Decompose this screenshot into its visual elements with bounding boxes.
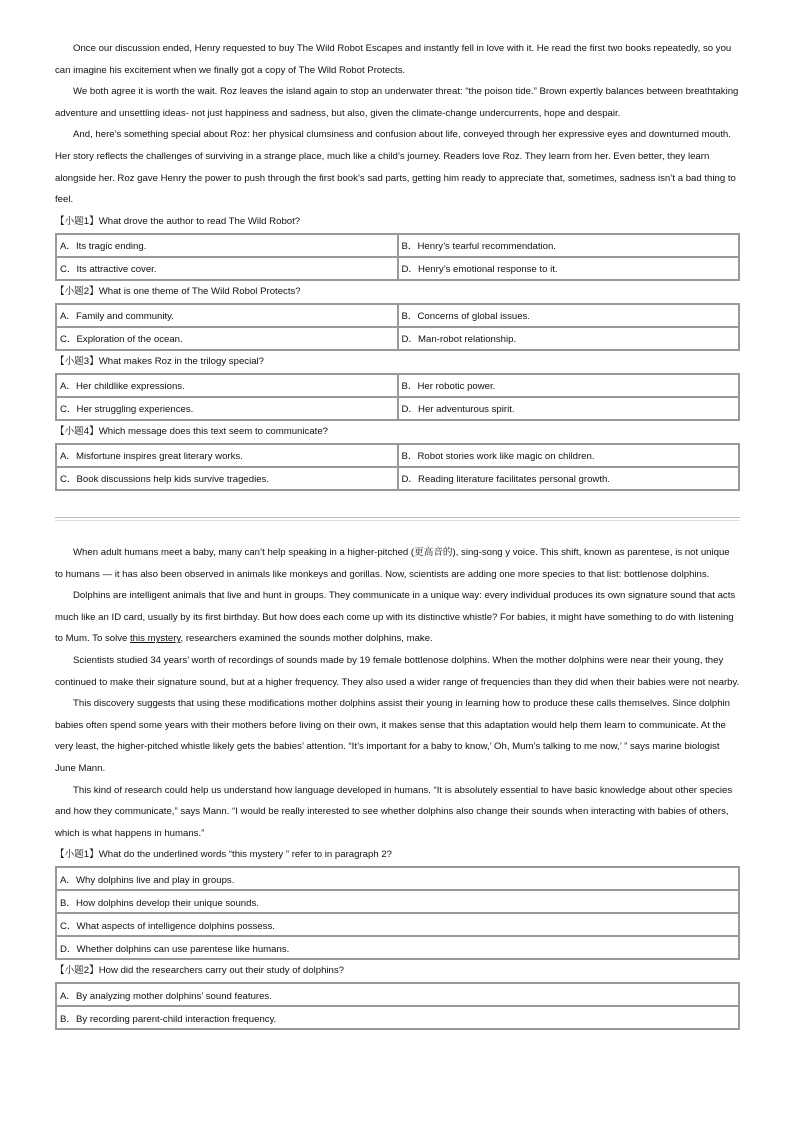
passage-1-paragraph-3: And, here’s something special about Roz: her physical clumsiness and confusion about life, conveyed through her expressive eyes and downturned mouth. Her story reflects the challenges of surviving in a strange place, much like a child’s journey. Readers love Roz. They learn from her. Even better, they learn alongside her. Roz gave Henry the power to push through the first book’s sad parts, getting him ready to appreciate that, sometimes, sadness isn’t a bad thing to feel. [55, 129, 736, 206]
option-c[interactable]: C．Exploration of the ocean. [56, 327, 398, 350]
option-c[interactable]: C．What aspects of intelligence dolphins possess. [56, 913, 739, 936]
option-a[interactable]: A．Its tragic ending. [56, 234, 398, 257]
question-3-options [55, 373, 740, 421]
option-a[interactable]: A．By analyzing mother dolphins’ sound features. [56, 983, 739, 1006]
passage-2-paragraph-4: This discovery suggests that using these modifications mother dolphins assist their young in learning how to produce these calls themselves. Since dolphin babies often spend some years with their mothers before living on their own, it makes sense that this adaptation would help them learn to communicate. At the very least, the higher-pitched whistle likely gets the babies’ attention. “It’s important for a baby to know,’ Oh, Mum’s talking to me now,’ ” says marine biologist June Mann. [55, 698, 730, 774]
option-a[interactable]: A．Why dolphins live and play in groups. [56, 867, 739, 890]
option-b[interactable]: B．Robot stories work like magic on children. [398, 444, 740, 467]
question-2-options [55, 303, 740, 351]
question-4-stem: 【小题4】Which message does this text seem to communicate? [55, 425, 328, 437]
paragraph-2-text-before: Dolphins are intelligent animals that live and hunt in groups. They communicate in a unique way: every individual produces its own signature sound that acts much like an ID card, usually by its first birthday. But how does each come up with its distinctive whistle? For babies, it might have something to do with listening to Mum. To solve [55, 590, 736, 645]
option-a[interactable]: A．Family and community. [56, 304, 398, 327]
option-c[interactable]: C．Book discussions help kids survive tragedies. [56, 467, 398, 490]
passage-2 [55, 542, 740, 1030]
passage-1 [55, 38, 740, 491]
section-divider [55, 517, 740, 521]
paragraph-2-text-after: , researchers examined the sounds mother dolphins, make. [180, 633, 433, 645]
option-b[interactable]: B．Concerns of global issues. [398, 304, 740, 327]
option-c[interactable]: C．Its attractive cover. [56, 257, 398, 280]
option-c[interactable]: C．Her struggling experiences. [56, 397, 398, 420]
passage-2-paragraph-2 [55, 585, 740, 650]
passage-2-paragraph-1: When adult humans meet a baby, many can’t help speaking in a higher-pitched (更高音的), sing-song y voice. This shift, known as parentese, is not unique to humans — it has also been observed in animals like monkeys and gorillas. Now, scientists are adding one more species to that list: bottlenose dolphins. [55, 547, 730, 580]
passage-2-question-1-options [55, 866, 740, 960]
passage-2-paragraph-5: This kind of research could help us understand how language developed in humans. “It is absolutely essential to have basic knowledge about other species and how they communicate,” says Mann. “I would be really interested to see whether dolphins also change their sounds when interacting with babies of others, which is what happens in humans.” [55, 784, 733, 839]
option-b[interactable]: B．Her robotic power. [398, 374, 740, 397]
option-b[interactable]: B．Henry’s tearful recommendation. [398, 234, 740, 257]
option-d[interactable]: D．Her adventurous spirit. [398, 397, 740, 420]
question-1-stem: 【小题1】What drove the author to read The Wild Robot? [55, 215, 301, 227]
option-b[interactable]: B．How dolphins develop their unique sounds. [56, 890, 739, 913]
option-d[interactable]: D．Reading literature facilitates personal growth. [398, 467, 740, 490]
question-3-stem: 【小题3】What makes Roz in the trilogy special? [55, 355, 265, 367]
passage-2-question-2-stem: 【小题2】How did the researchers carry out their study of dolphins? [55, 965, 345, 977]
option-b[interactable]: B．By recording parent-child interaction frequency. [56, 1006, 739, 1029]
underlined-this-mystery: this mystery [130, 633, 181, 645]
option-a[interactable]: A．Her childlike expressions. [56, 374, 398, 397]
passage-1-paragraph-1: Once our discussion ended, Henry requested to buy The Wild Robot Escapes and instantly fell in love with it. He read the first two books repeatedly, so you can imagine his excitement when we finally got a copy of The Wild Robot Protects. [55, 43, 732, 76]
option-a[interactable]: A．Misfortune inspires great literary works. [56, 444, 398, 467]
passage-2-question-1-stem: 【小题1】What do the underlined words “this mystery ” refer to in paragraph 2? [55, 849, 392, 861]
passage-2-paragraph-3: Scientists studied 34 years’ worth of recordings of sounds made by 19 female bottlenose dolphins. When the mother dolphins were near their young, they continued to make their signature sound, but at a higher frequency. They also used a wider range of frequencies than they did when their babies were not nearby. [55, 654, 740, 688]
option-d[interactable]: D．Whether dolphins can use parentese like humans. [56, 936, 739, 959]
option-d[interactable]: D．Henry’s emotional response to it. [398, 257, 740, 280]
option-d[interactable]: D．Man-robot relationship. [398, 327, 740, 350]
passage-1-paragraph-2: We both agree it is worth the wait. Roz leaves the island again to stop an underwater threat: “the poison tide.” Brown expertly balances between breathtaking adventure and unsettling ideas- not just happiness and sadness, but also, given the climate-change undercurrents, hope and despair. [55, 86, 739, 119]
question-2-stem: 【小题2】What is one theme of The Wild Robol Protects? [55, 285, 301, 297]
passage-2-question-2-options [55, 982, 740, 1030]
question-4-options [55, 443, 740, 491]
question-1-options [55, 233, 740, 281]
